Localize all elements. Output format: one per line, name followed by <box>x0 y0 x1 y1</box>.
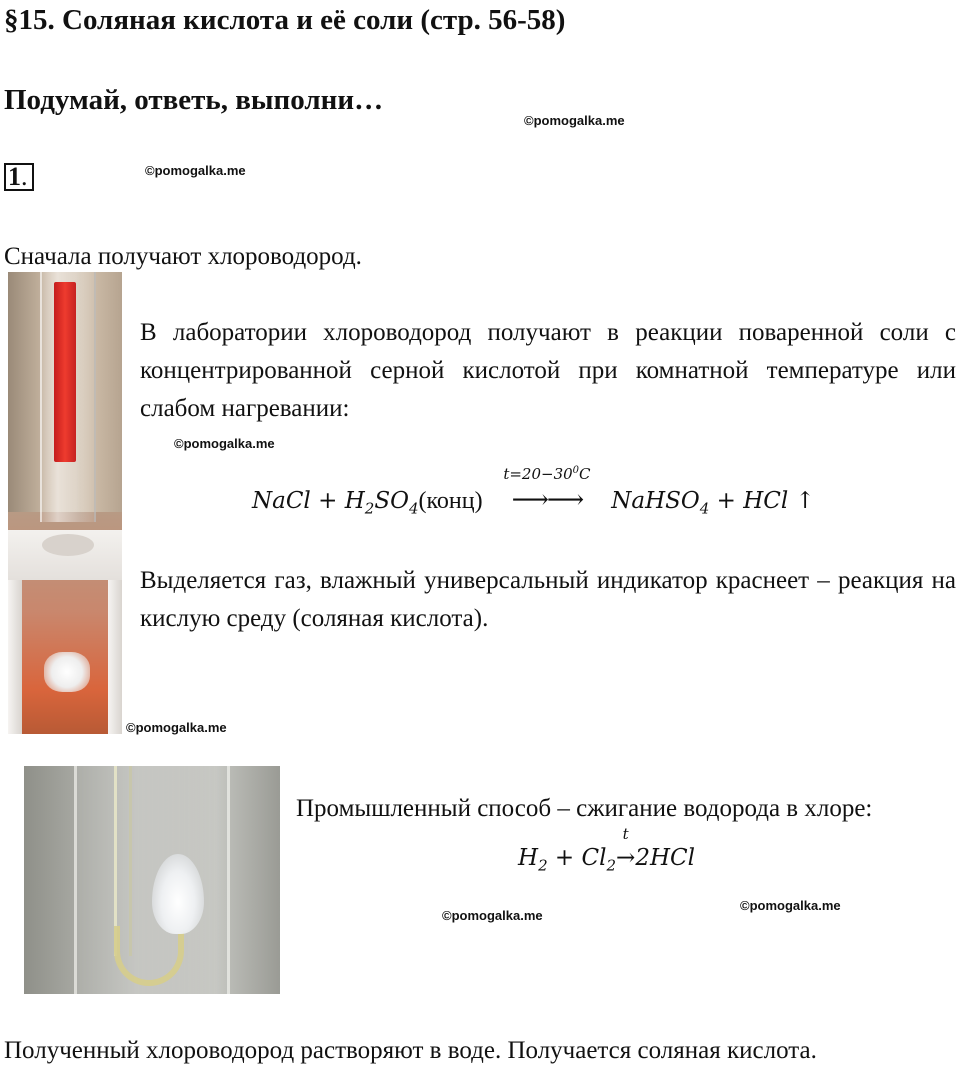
watermark: ©pomogalka.me <box>174 436 275 451</box>
hydrogen-burning-photo <box>24 766 280 994</box>
lab-experiment-photo <box>8 272 122 734</box>
reaction-condition: t <box>622 825 629 843</box>
lab-reaction-equation: NaCl + $H_2SO_4(конц)$ $t=20-30^0C$ ⟶⟶ NaHSO$_4$ + HCl ↑ <box>252 465 815 518</box>
observation-paragraph: Выделяется газ, влажный универсальный индикатор краснеет – реакция на кислую среду (соляная кислота). <box>140 567 956 632</box>
watermark: ©pomogalka.me <box>126 720 227 735</box>
reaction-condition: $t=20-30^0C$ <box>503 465 591 483</box>
watermark: ©pomogalka.me <box>145 163 246 178</box>
reaction-arrow: t → <box>616 825 636 871</box>
watermark: ©pomogalka.me <box>740 898 841 913</box>
conclusion-text: Полученный хлороводород растворяют в воде. Получается соляная кислота. <box>4 1037 817 1064</box>
lab-method-paragraph: В лаборатории хлороводород получают в реакции поваренной соли с концентрированной серной кислотой при комнатной температуре или слабом нагревании: <box>140 319 956 422</box>
reaction-arrow: $t=20-30^0C$ ⟶⟶ <box>490 485 604 515</box>
industrial-reaction-equation: $H_2 + Cl_2$ t →2HCl <box>518 825 695 875</box>
industrial-method-text: Промышленный способ – сжигание водорода в хлоре: <box>296 795 873 822</box>
section-subtitle: Подумай, ответь, выполни… <box>4 84 384 116</box>
watermark: ©pomogalka.me <box>524 113 625 128</box>
intro-text: Сначала получают хлороводород. <box>4 243 362 270</box>
task-number: 1. <box>8 162 28 191</box>
red-indicator-paper <box>54 282 76 462</box>
watermark: ©pomogalka.me <box>442 908 543 923</box>
page-title: §15. Соляная кислота и её соли (стр. 56-58) <box>4 4 566 36</box>
